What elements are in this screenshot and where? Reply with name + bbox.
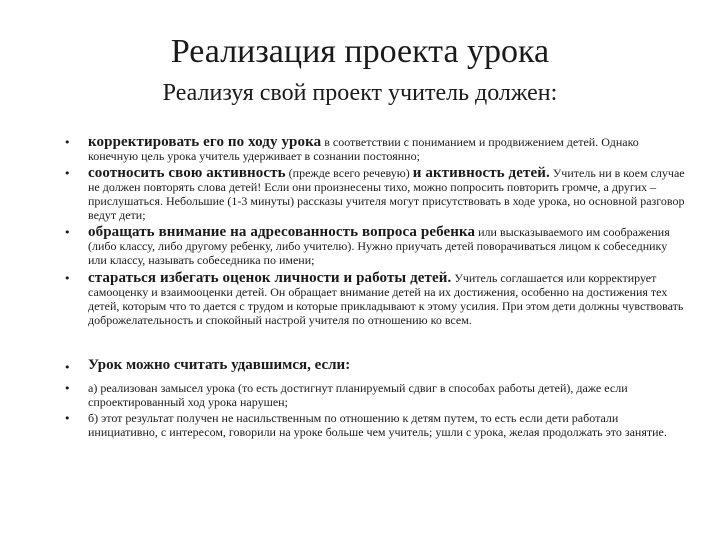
- list-item-lead: соотносить свою активность: [88, 165, 286, 181]
- list-item-rest: Учитель ни в коем случае не должен повторять слова детей! Если они произнесены тихо, можно попросить повторить громче, а других – прислушаться. Небольшие (1-3 минуты) рассказы учителя могут присутствовать в ходе урока, но основной разговор ведут дети;: [88, 166, 685, 222]
- list-item-lead-secondary: и активность детей.: [412, 165, 550, 181]
- list-item-mid: (прежде всего речевую): [285, 166, 413, 180]
- list-item-text: [88, 271, 688, 327]
- success-condition-b: б) этот результат получен не насильственным по отношению к детям путем, то есть если дети работали инициативно, с интересом, говорили на уроке больше чем учитель; ушли с урока, желая продолжать это занятие.: [88, 411, 667, 439]
- list-item-lead: обращать внимание на адресованность вопроса ребенка: [88, 224, 476, 240]
- list-item-mid: или высказываемого им соображения (либо классу, либо другому ребенку, либо учителю). Нужно приучать детей поворачиваться лицом к собеседнику или классу, называть собеседника по имени;: [88, 225, 670, 267]
- list-item-text: [88, 166, 688, 222]
- bullet-icon: •: [64, 272, 71, 285]
- list-item-text: [88, 225, 688, 267]
- bullet-icon: •: [64, 226, 71, 239]
- list-item-mid: Учитель соглашается или корректирует самооценку и взаимооценки детей. Он обращает внимание детей на их достижения, особенно на достижения тех детей, которым что то дается с трудом и которые прикладывают к этому усилия. При этом дети должны чувствовать доброжелательность и спокойный настрой учителя по отношению ко всем.: [88, 271, 684, 327]
- bullet-icon: •: [64, 167, 71, 180]
- list-item-lead: стараться избегать оценок личности и работы детей.: [88, 270, 452, 286]
- success-condition-a: а) реализован замысел урока (то есть достигнут планируемый сдвиг в способах работы детей), даже если спроектированный ход урока нарушен;: [88, 381, 628, 409]
- success-heading: Урок можно считать удавшимся, если:: [88, 357, 351, 373]
- slide-title: Реализация проекта урока: [170, 33, 550, 70]
- list-item-rest: Однако конечную цель урока учитель удерживает в сознании постоянно;: [88, 135, 639, 163]
- list-item-text: [88, 135, 688, 163]
- bullet-icon: •: [64, 361, 71, 374]
- slide-subtitle: Реализуя свой проект учитель должен:: [162, 80, 558, 106]
- list-item-mid: в соответствии с пониманием и продвижением детей.: [321, 135, 599, 149]
- bullet-icon: •: [64, 412, 71, 425]
- bullet-icon: •: [64, 382, 71, 395]
- list-item-lead: корректировать его по ходу урока: [88, 134, 322, 150]
- bullet-icon: •: [64, 136, 71, 149]
